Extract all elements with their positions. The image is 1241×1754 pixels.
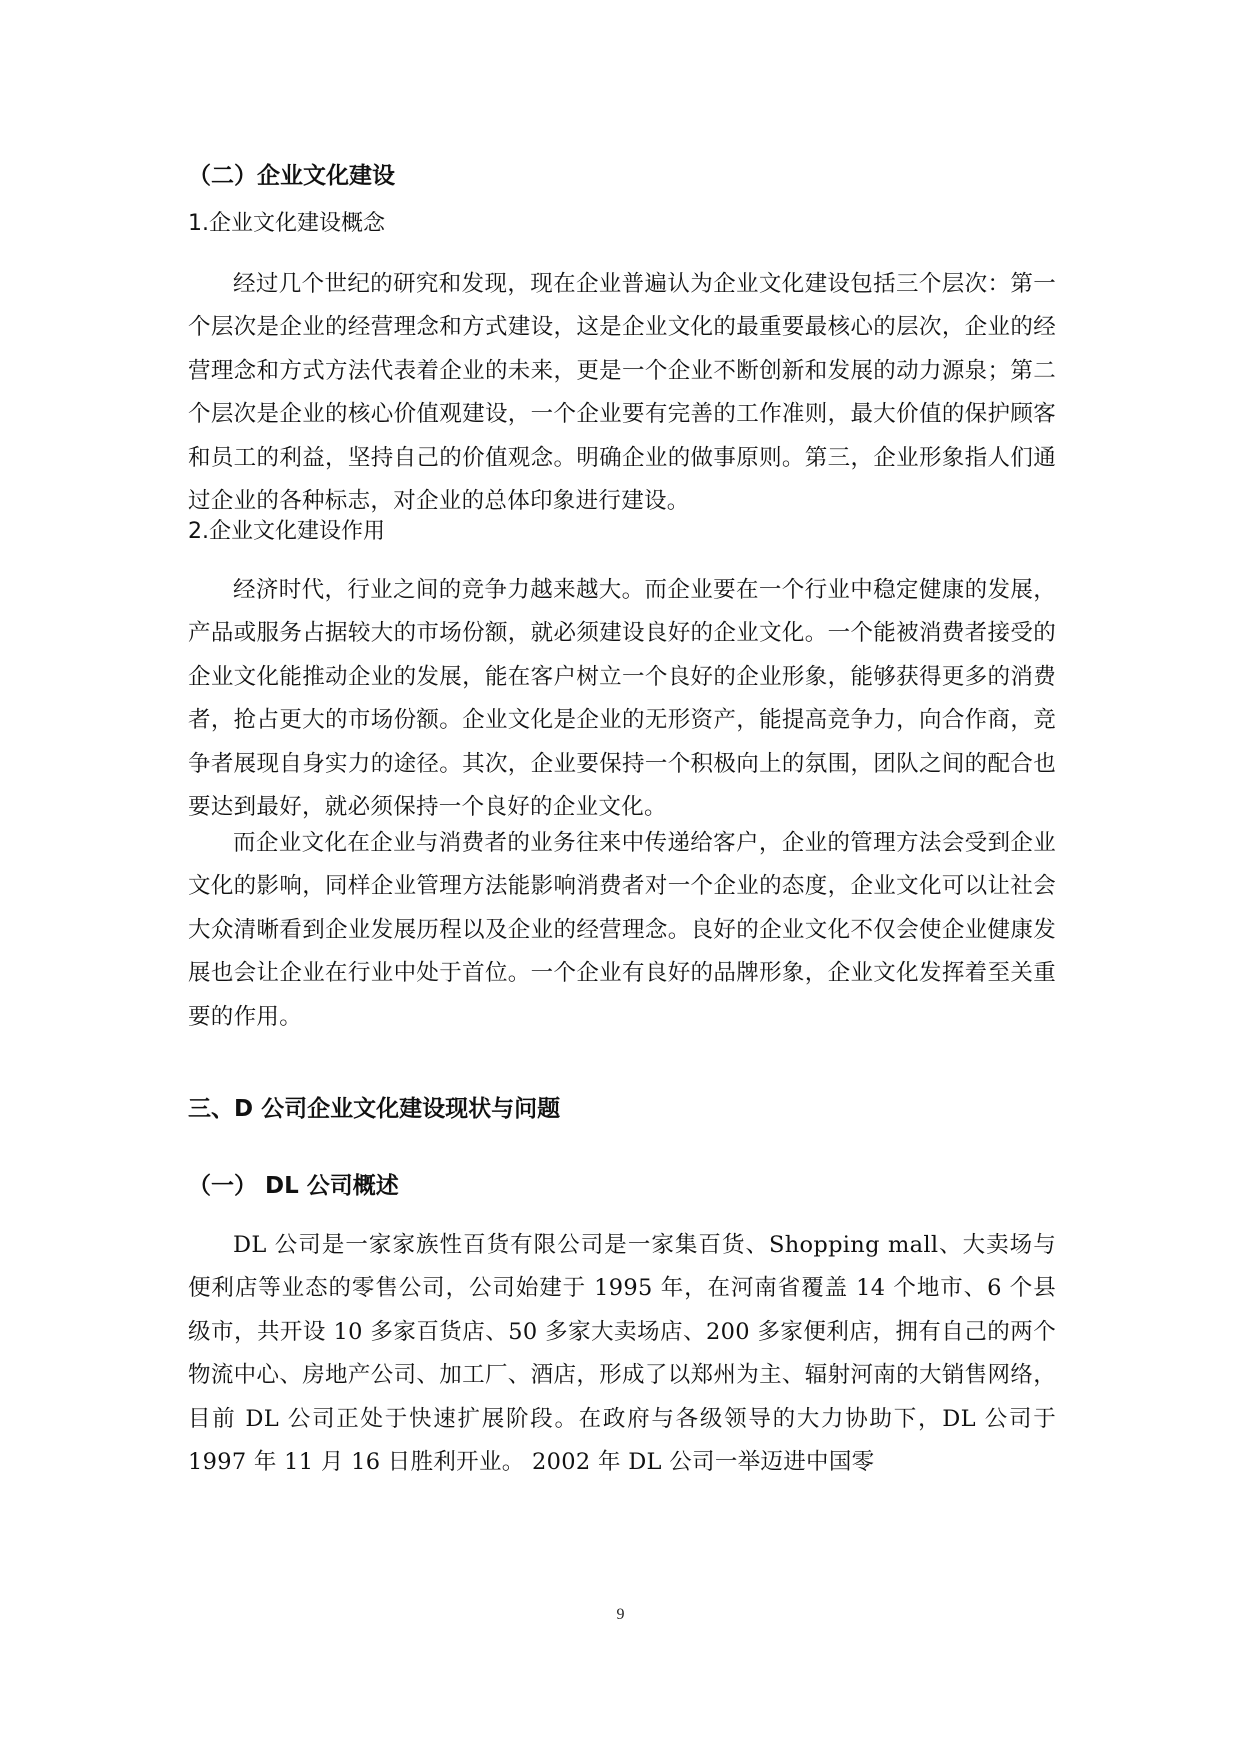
page-number: 9: [616, 1606, 625, 1623]
paragraph-concept: 经过几个世纪的研究和发现，现在企业普遍认为企业文化建设包括三个层次：第一个层次是企业的经营理念和方式建设，这是企业文化的最重要最核心的层次，企业的经营理念和方式方法代表着企业的未来，更是一个企业不断创新和发展的动力源泉；第二个层次是企业的核心价值观建设，一个企业要有完善的工作准则，最大价值的保护顾客和员工的利益，坚持自己的价值观念。明确企业的做事原则。第三，企业形象指人们通过企业的各种标志，对企业的总体印象进行建设。: [188, 271, 1056, 515]
section-heading-3: 三、D 公司企业文化建设现状与问题: [188, 1096, 561, 1122]
section-heading-2-2: （二）企业文化建设: [188, 163, 395, 189]
paragraph-function-1: 经济时代，行业之间的竞争力越来越大。而企业要在一个行业中稳定健康的发展，产品或服务占据较大的市场份额，就必须建设良好的企业文化。一个能被消费者接受的企业文化能推动企业的发展，能在客户树立一个良好的企业形象，能够获得更多的消费者，抢占更大的市场份额。企业文化是企业的无形资产，能提高竞争力，向合作商，竞争者展现自身实力的途径。其次，企业要保持一个积极向上的氛围，团队之间的配合也要达到最好，就必须保持一个良好的企业文化。: [188, 577, 1056, 821]
subsection-heading-dl-overview: （一） DL 公司概述: [188, 1173, 399, 1199]
paragraph-function-2: 而企业文化在企业与消费者的业务往来中传递给客户，企业的管理方法会受到企业文化的影响，同样企业管理方法能影响消费者对一个企业的态度，企业文化可以让社会大众清晰看到企业发展历程以及企业的经营理念。良好的企业文化不仅会使企业健康发展也会让企业在行业中处于首位。一个企业有良好的品牌形象，企业文化发挥着至关重要的作用。: [188, 830, 1056, 1030]
subsection-heading-function: 2.企业文化建设作用: [188, 519, 385, 544]
paragraph-dl-overview: DL 公司是一家家族性百货有限公司是一家集百货、Shopping mall、大卖场与便利店等业态的零售公司，公司始建于 1995 年，在河南省覆盖 14 个地市、6 个县级市，共开设 10 多家百货店、50 多家大卖场店、200 多家便利店，拥有自己的两个物流中心、房地产公司、加工厂、酒店，形成了以郑州为主、辐射河南的大销售网络，目前 DL 公司正处于快速扩展阶段。在政府与各级领导的大力协助下，DL 公司于 1997 年 11 月 16 日胜利开业。 2002 年 DL 公司一举迈进中国零: [188, 1232, 1056, 1476]
subsection-heading-concept: 1.企业文化建设概念: [188, 211, 385, 236]
